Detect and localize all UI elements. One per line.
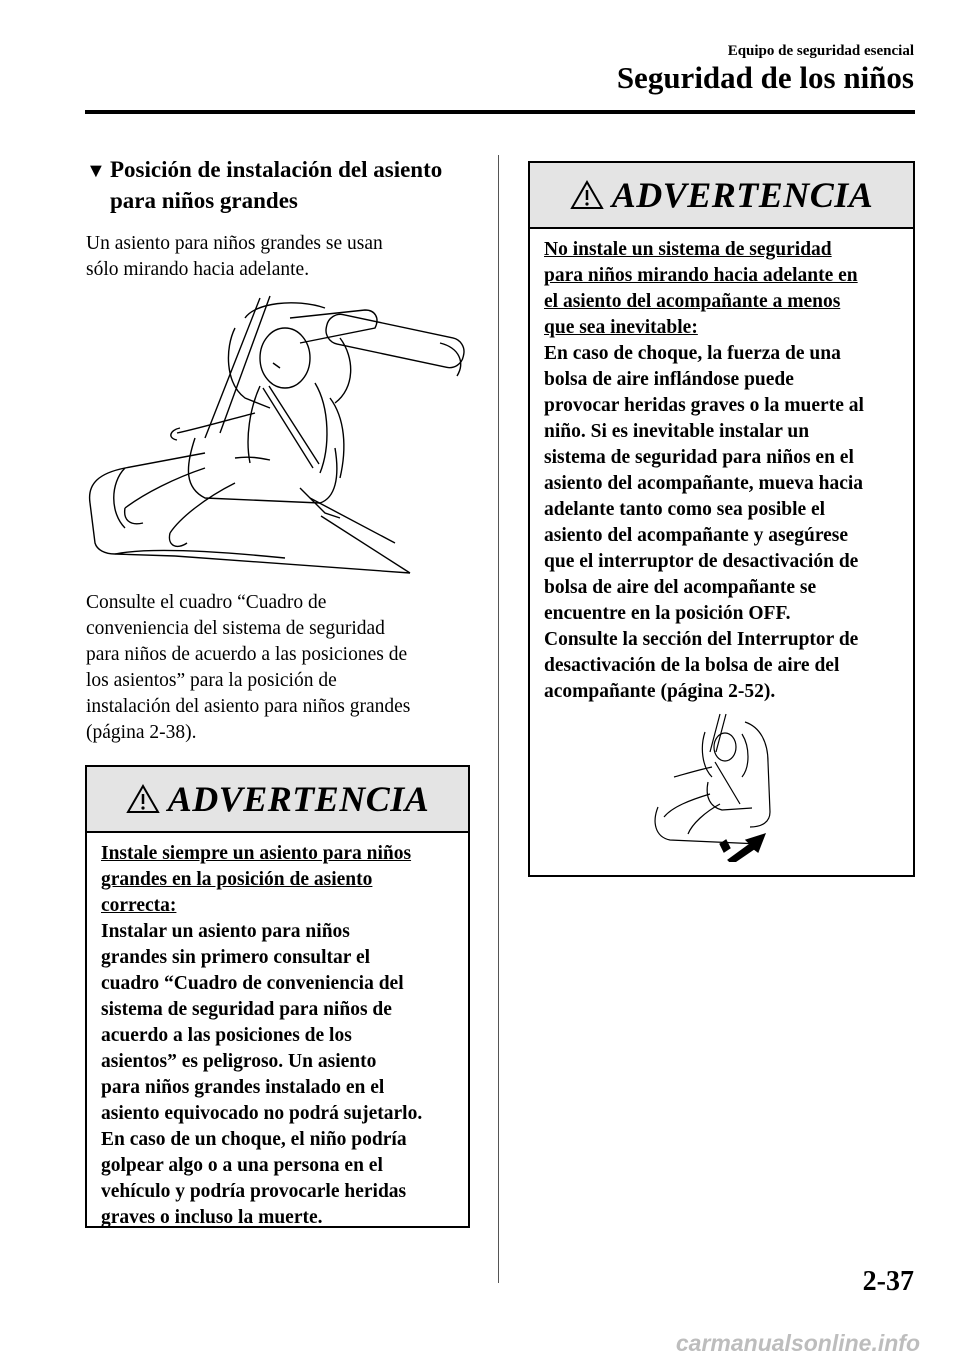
warning-line: bolsa de aire del acompañante se: [544, 577, 817, 598]
warning-line: correcta:: [101, 895, 177, 916]
warning-line: para niños grandes instalado en el: [101, 1077, 385, 1098]
text-line: (página 2-38).: [86, 722, 197, 743]
text-line: para niños de acuerdo a las posiciones de: [86, 644, 408, 665]
heading-line-1: Posición de instalación del asiento: [110, 157, 443, 182]
warning-line: grandes en la posición de asiento: [101, 869, 373, 890]
header-section: Equipo de seguridad esencial: [727, 43, 914, 59]
text-line: Un asiento para niños grandes se usan: [86, 233, 383, 254]
text-line: sólo mirando hacia adelante.: [86, 259, 310, 280]
warning-line: sistema de seguridad para niños en el: [544, 447, 854, 468]
warning-line: Instale siempre un asiento para niños: [101, 843, 412, 864]
text-line: conveniencia del sistema de seguridad: [86, 618, 385, 639]
warning-body: [87, 833, 468, 1231]
heading-line-2: para niños grandes: [110, 188, 298, 213]
header-title: Seguridad de los niños: [616, 60, 914, 95]
warning-body: [530, 229, 913, 705]
section-heading: [86, 155, 481, 216]
warning-line: asiento equivocado no podrá sujetarlo.: [101, 1103, 423, 1124]
warning-line: bolsa de aire inflándose puede: [544, 369, 794, 390]
booster-seat-illustration: [85, 288, 480, 578]
warning-line: Instalar un asiento para niños: [101, 921, 350, 942]
warning-line: sistema de seguridad para niños de: [101, 999, 392, 1020]
warning-header: [530, 163, 913, 229]
warning-line: golpear algo o a una persona en el: [101, 1155, 383, 1176]
footer-watermark: carmanualsonline.info: [675, 1330, 920, 1356]
warning-line: que el interruptor de desactivación de: [544, 551, 859, 572]
warning-box-install: [85, 765, 470, 1228]
warning-line: que sea inevitable:: [544, 317, 698, 338]
warning-line: graves o incluso la muerte.: [101, 1207, 323, 1228]
warning-line: desactivación de la bolsa de aire del: [544, 655, 840, 676]
intro-text: [86, 231, 481, 283]
warning-line: Consulte la sección del Interruptor de: [544, 629, 859, 650]
warning-line: asientos” es peligroso. Un asiento: [101, 1051, 377, 1072]
warning-line: para niños mirando hacia adelante en: [544, 265, 858, 286]
warning-header: [87, 767, 468, 833]
warning-line: En caso de un choque, el niño podría: [101, 1129, 407, 1150]
warning-line: niño. Si es inevitable instalar un: [544, 421, 810, 442]
page-number: 2-37: [862, 1266, 914, 1297]
triangle-down-icon: ▼: [86, 160, 106, 182]
warning-line: grandes sin primero consultar el: [101, 947, 371, 968]
warning-title: ADVERTENCIA: [167, 779, 430, 819]
warning-line: adelante tanto como sea posible el: [544, 499, 826, 520]
header-rule: [85, 110, 915, 114]
booster-seat-airbag-illustration: [650, 712, 780, 862]
consult-text: [86, 590, 481, 746]
warning-line: acuerdo a las posiciones de los: [101, 1025, 352, 1046]
warning-title: ADVERTENCIA: [611, 175, 874, 215]
warning-line: cuadro “Cuadro de conveniencia del: [101, 973, 404, 994]
warning-line: el asiento del acompañante a menos: [544, 291, 841, 312]
text-line: instalación del asiento para niños grandes: [86, 696, 411, 717]
warning-line: No instale un sistema de seguridad: [544, 239, 832, 260]
warning-triangle-icon: [570, 180, 604, 210]
warning-line: asiento del acompañante y asegúrese: [544, 525, 849, 546]
warning-line: acompañante (página 2-52).: [544, 681, 776, 702]
warning-line: En caso de choque, la fuerza de una: [544, 343, 841, 364]
column-divider: [498, 155, 499, 1283]
warning-line: asiento del acompañante, mueva hacia: [544, 473, 864, 494]
warning-line: vehículo y podría provocarle heridas: [101, 1181, 407, 1202]
text-line: Consulte el cuadro “Cuadro de: [86, 592, 327, 613]
warning-line: provocar heridas graves o la muerte al: [544, 395, 864, 416]
text-line: los asientos” para la posición de: [86, 670, 337, 691]
warning-line: encuentre en la posición OFF.: [544, 603, 791, 624]
warning-triangle-icon: [126, 784, 160, 814]
